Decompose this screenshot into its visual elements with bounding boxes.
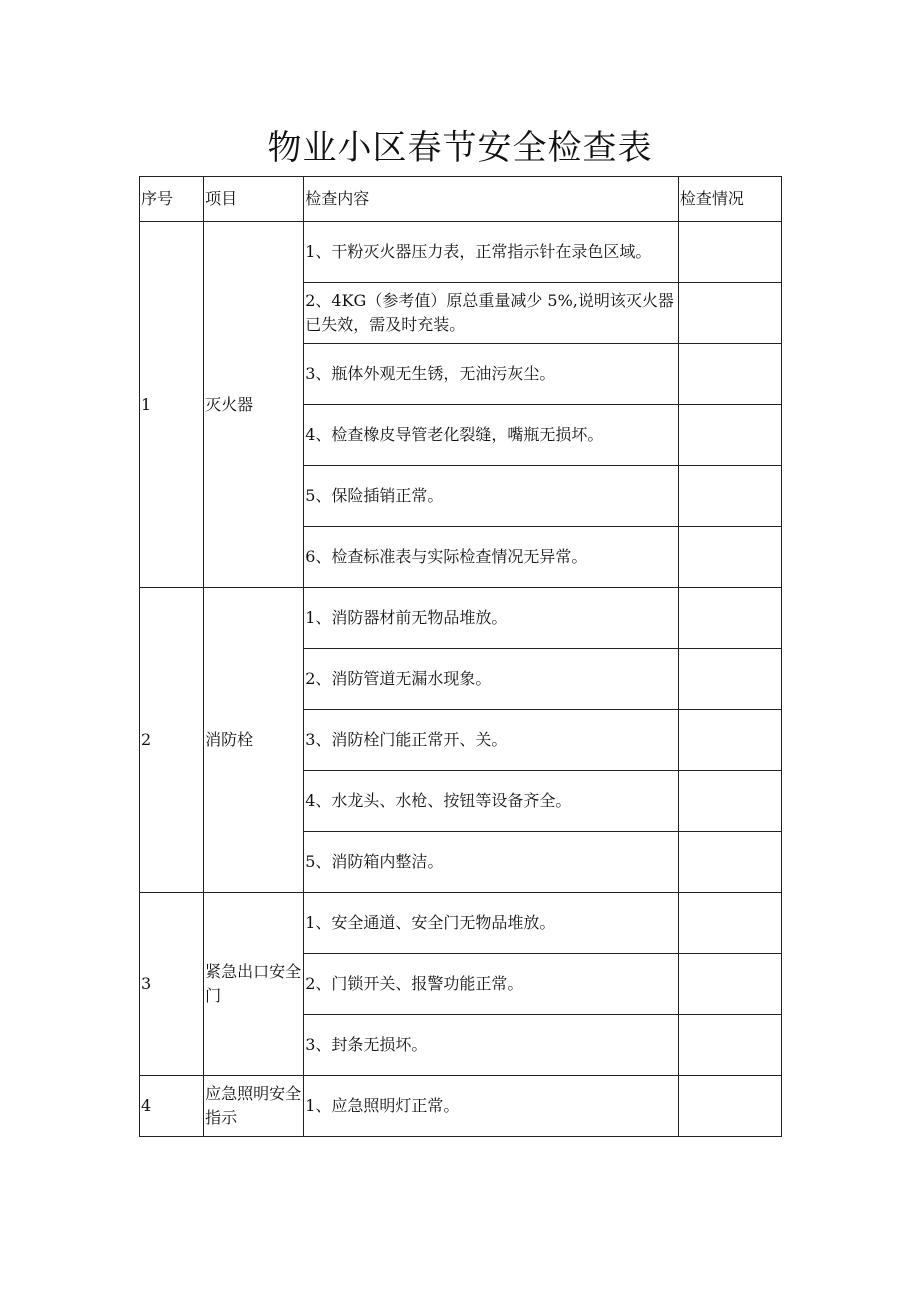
check-content: 6、检查标准表与实际检查情况无异常。	[304, 527, 679, 588]
result-cell[interactable]	[678, 222, 781, 283]
result-cell[interactable]	[678, 954, 781, 1015]
result-cell[interactable]	[678, 1015, 781, 1076]
result-cell[interactable]	[678, 832, 781, 893]
group-no: 4	[140, 1076, 204, 1137]
check-content: 3、瓶体外观无生锈，无油污灰尘。	[304, 344, 679, 405]
check-content: 5、消防箱内整洁。	[304, 832, 679, 893]
group-no: 3	[140, 893, 204, 1076]
result-cell[interactable]	[678, 527, 781, 588]
result-cell[interactable]	[678, 1076, 781, 1137]
result-cell[interactable]	[678, 771, 781, 832]
header-item: 项目	[204, 177, 304, 222]
result-cell[interactable]	[678, 405, 781, 466]
table-row	[140, 588, 782, 649]
check-content: 1、干粉灭火器压力表，正常指示针在录色区域。	[304, 222, 679, 283]
check-content: 2、门锁开关、报警功能正常。	[304, 954, 679, 1015]
check-content: 1、应急照明灯正常。	[304, 1076, 679, 1137]
check-content: 5、保险插销正常。	[304, 466, 679, 527]
check-content: 3、封条无损坏。	[304, 1015, 679, 1076]
header-result: 检查情况	[678, 177, 781, 222]
result-cell[interactable]	[678, 588, 781, 649]
group-no: 1	[140, 222, 204, 588]
result-cell[interactable]	[678, 466, 781, 527]
result-cell[interactable]	[678, 649, 781, 710]
header-row	[140, 177, 782, 222]
table-row	[140, 893, 782, 954]
group-item: 应急照明安全指示	[204, 1076, 304, 1137]
group-item: 灭火器	[204, 222, 304, 588]
page-title: 物业小区春节安全检查表	[267, 128, 653, 168]
result-cell[interactable]	[678, 283, 781, 344]
check-content: 4、水龙头、水枪、按钮等设备齐全。	[304, 771, 679, 832]
inspection-table	[139, 176, 782, 1137]
table-row	[140, 1076, 782, 1137]
table-row	[140, 222, 782, 283]
result-cell[interactable]	[678, 710, 781, 771]
check-content: 1、消防器材前无物品堆放。	[304, 588, 679, 649]
check-content: 4、检查橡皮导管老化裂缝，嘴瓶无损坏。	[304, 405, 679, 466]
check-content: 1、安全通道、安全门无物品堆放。	[304, 893, 679, 954]
group-item: 消防栓	[204, 588, 304, 893]
check-content: 2、消防管道无漏水现象。	[304, 649, 679, 710]
check-content: 2、4KG（参考值）原总重量减少 5%,说明该灭火器已失效，需及时充装。	[304, 283, 679, 344]
result-cell[interactable]	[678, 893, 781, 954]
check-content: 3、消防栓门能正常开、关。	[304, 710, 679, 771]
header-content: 检查内容	[304, 177, 679, 222]
result-cell[interactable]	[678, 344, 781, 405]
group-no: 2	[140, 588, 204, 893]
header-no: 序号	[140, 177, 204, 222]
group-item: 紧急出口安全门	[204, 893, 304, 1076]
